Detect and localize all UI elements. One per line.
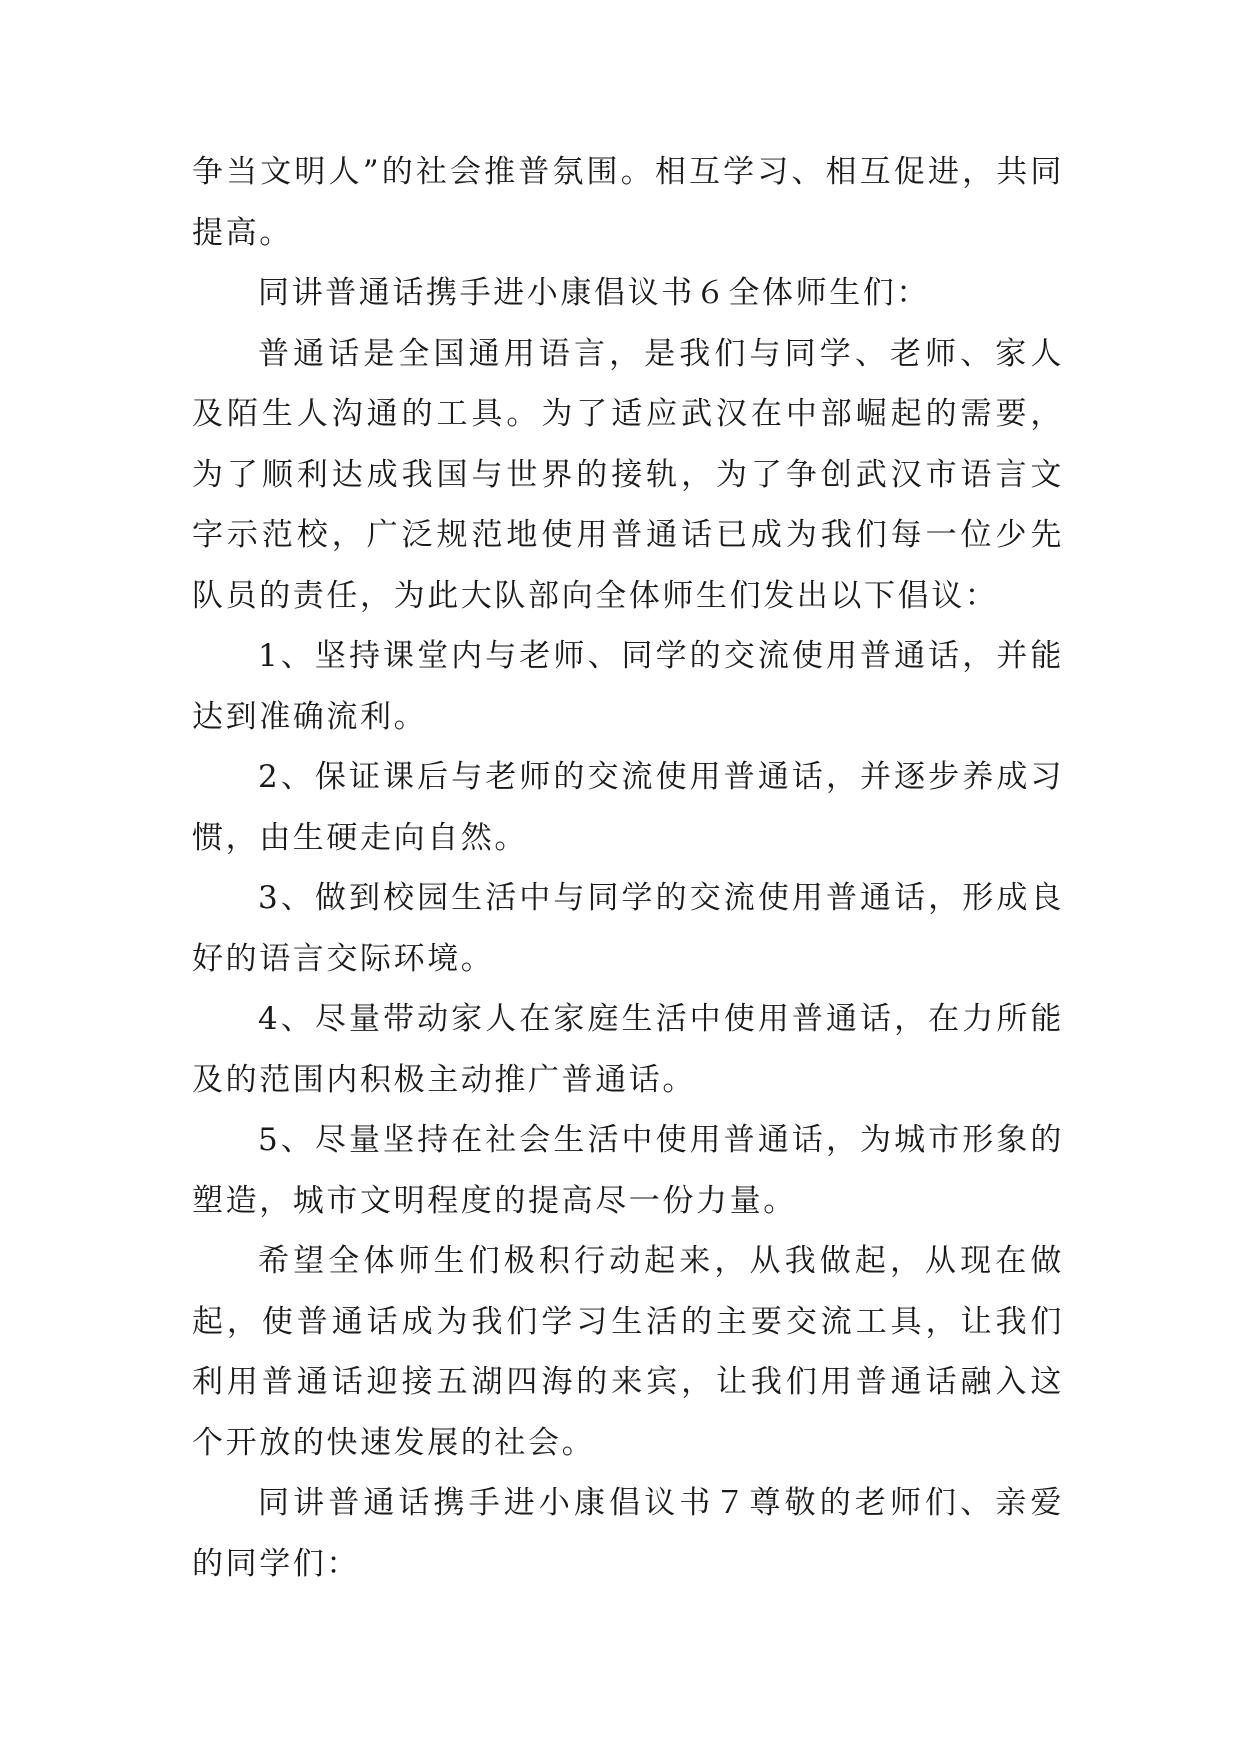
document-body: [192, 142, 1064, 1594]
proposal-item-1: 1、坚持课堂内与老师、同学的交流使用普通话，并能达到准确流利。: [192, 638, 1064, 735]
paragraph-closing: 希望全体师生们极积行动起来，从我做起，从现在做起，使普通话成为我们学习生活的主要交流工具，让我们利用普通话迎接五湖四海的来宾，让我们用普通话融入这个开放的快速发展的社会。: [192, 1243, 1064, 1461]
proposal-item-3: 3、做到校园生活中与同学的交流使用普通话，形成良好的语言交际环境。: [192, 880, 1064, 977]
paragraph-continuation: 争当文明人”的社会推普氛围。相互学习、相互促进，共同提高。: [192, 154, 1064, 251]
section-heading-7: 同讲普通话携手进小康倡议书７尊敬的老师们、亲爱的同学们：: [192, 1485, 1064, 1582]
proposal-item-5: 5、尽量坚持在社会生活中使用普通话，为城市形象的塑造，城市文明程度的提高尽一份力量。: [192, 1122, 1064, 1219]
paragraph-intro: 普通话是全国通用语言，是我们与同学、老师、家人及陌生人沟通的工具。为了适应武汉在中部崛起的需要，为了顺利达成我国与世界的接轨，为了争创武汉市语言文字示范校，广泛规范地使用普通话已成为我们每一位少先队员的责任，为此大队部向全体师生们发出以下倡议：: [192, 335, 1064, 614]
proposal-item-2: 2、保证课后与老师的交流使用普通话，并逐步养成习惯，由生硬走向自然。: [192, 759, 1064, 856]
proposal-item-4: 4、尽量带动家人在家庭生活中使用普通话，在力所能及的范围内积极主动推广普通话。: [192, 1001, 1064, 1098]
section-heading-6: 同讲普通话携手进小康倡议书６全体师生们：: [258, 275, 930, 311]
